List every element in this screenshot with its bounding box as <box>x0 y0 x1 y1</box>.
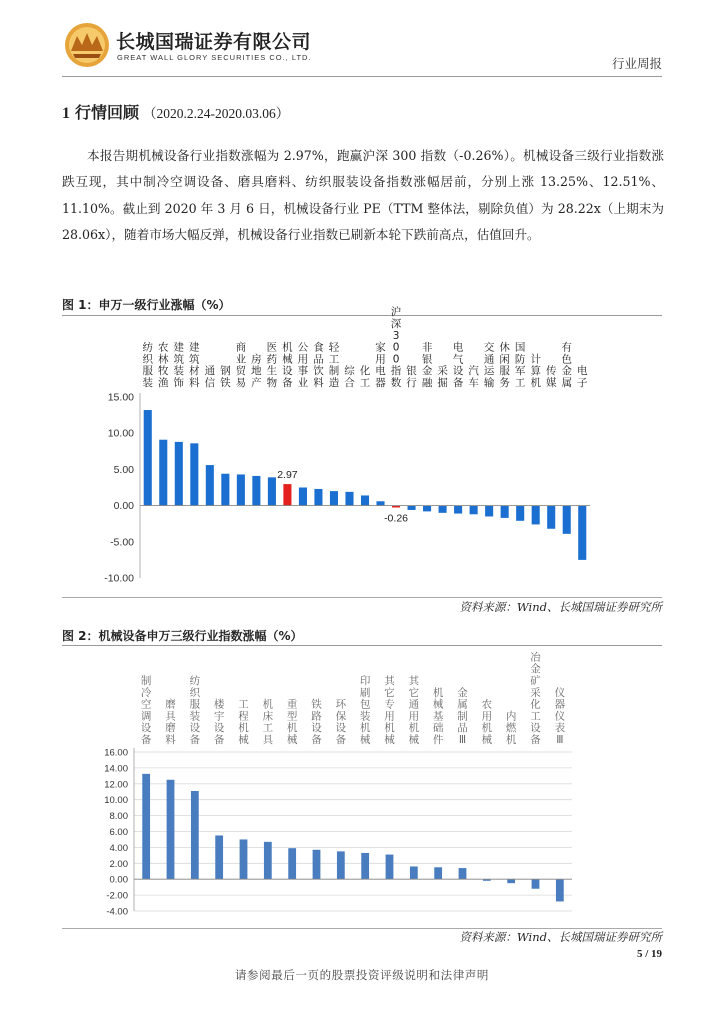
body-paragraph: 本报告期机械设备行业指数涨幅为 2.97%，跑赢沪深 300 指数（-0.26%）。机械设备三级行业指数涨跌互现，其中制冷空调设备、磨具磨料、纺织服装设备指数涨幅居前，分别上涨 13.25%、12.51%、11.10%。截止到 2020 年 3 月 6 日，机械设备行业 PE（TTM 整体法，剔除负值）为 28.22x（上期末为 28.06x），随着市场大幅反弹，机械设备行业指数已刷新本轮下跌前高点，估值回升。 <box>62 148 664 242</box>
x-category-label: 家用电器 <box>375 341 386 389</box>
x-category-label: 传媒 <box>545 365 557 389</box>
section-title: 行情回顾 <box>75 103 140 122</box>
y-tick-label: -4.00 <box>106 906 128 918</box>
y-tick-label: -2.00 <box>106 890 128 902</box>
data-label: 2.97 <box>277 469 298 482</box>
x-category-label: 国防军工 <box>514 341 526 389</box>
header-divider <box>62 76 662 77</box>
section-date-range: （2020.2.24-2020.03.06） <box>143 106 290 121</box>
x-category-label: 轻工制造 <box>328 341 340 389</box>
x-category-label: 综合 <box>344 365 355 389</box>
x-category-label: 非银金融 <box>421 341 433 389</box>
x-category-label: 化工 <box>359 365 371 389</box>
x-category-label: 冶金矿采化工设备 <box>530 651 541 746</box>
bar-1-24 <box>501 506 509 518</box>
x-category-label: 重型机械 <box>286 698 298 746</box>
x-category-label: 商业贸易 <box>235 341 247 389</box>
bar-1-9 <box>268 477 276 505</box>
bar-1-16 <box>376 501 384 505</box>
bar-1-4 <box>190 443 198 505</box>
bar-1-19 <box>423 506 431 512</box>
bar-2-18 <box>556 879 564 901</box>
x-category-label: 机械基础件 <box>432 686 444 746</box>
x-category-label: 沪深 3 0 0 指数 <box>390 306 402 389</box>
bar-2-7 <box>288 848 296 879</box>
x-category-label: 机械设备 <box>282 341 293 389</box>
bar-2-9 <box>337 851 345 879</box>
bar-2-16 <box>507 879 515 883</box>
bar-2-11 <box>386 855 394 880</box>
x-category-label: 印刷包装机械 <box>359 675 371 746</box>
bar-1-22 <box>470 506 478 515</box>
bar-2-12 <box>410 866 418 879</box>
y-tick-label: -10.00 <box>104 572 134 585</box>
bar-1-5 <box>206 465 214 506</box>
y-tick-label: 2.00 <box>109 858 128 870</box>
bar-1-3 <box>175 442 183 506</box>
y-tick-label: 6.00 <box>109 827 128 838</box>
bar-1-12 <box>314 489 322 506</box>
x-category-label: 农用机械 <box>481 698 493 746</box>
bar-1-11 <box>299 488 307 506</box>
bar-1-7 <box>237 474 245 505</box>
bar-2-2 <box>167 780 175 879</box>
company-name-cn: 长城国瑞证券有限公司 <box>116 31 312 53</box>
x-category-label: 计算机 <box>530 353 541 389</box>
y-tick-label: -5.00 <box>110 536 134 549</box>
bar-2-17 <box>532 879 540 889</box>
page-number: 5 / 19 <box>636 948 662 960</box>
bar-1-21 <box>454 506 462 514</box>
bar-1-20 <box>439 506 447 513</box>
bar-2-5 <box>240 839 248 879</box>
bar-1-1 <box>144 410 152 506</box>
y-tick-label: 10.00 <box>104 795 128 807</box>
x-category-label: 银行 <box>406 365 417 389</box>
data-label: -0.26 <box>384 512 409 525</box>
figure1-bottom-rule <box>62 597 662 598</box>
x-category-label: 有色金属 <box>561 341 572 389</box>
y-tick-label: 4.00 <box>109 842 128 854</box>
y-tick-label: 12.00 <box>104 779 128 791</box>
bar-1-27 <box>547 506 555 529</box>
bar-1-13 <box>330 491 338 505</box>
bar-1-15 <box>361 495 369 505</box>
bar-2-4 <box>215 835 223 879</box>
figure1-chart <box>62 306 662 596</box>
bar-1-28 <box>563 506 571 534</box>
company-name-en: GREAT WALL GLORY SECURITIES CO., LTD. <box>117 53 312 62</box>
x-category-label: 交通运输 <box>483 341 495 389</box>
x-category-label: 电气设备 <box>452 341 464 389</box>
bar-2-14 <box>459 868 467 879</box>
bar-1-2 <box>159 440 167 506</box>
x-category-label: 钢铁 <box>220 365 231 389</box>
figure1-top-rule <box>62 315 662 316</box>
x-category-label: 食品饮料 <box>313 341 324 389</box>
bar-1-10 <box>283 484 291 506</box>
bar-2-13 <box>434 867 442 879</box>
x-category-label: 房地产 <box>251 353 262 389</box>
section-heading <box>62 100 289 123</box>
section-number: 1 <box>62 105 70 122</box>
x-category-label: 建筑材料 <box>189 341 200 389</box>
bar-1-29 <box>578 506 586 560</box>
bar-1-18 <box>408 506 416 510</box>
bar-1-26 <box>532 506 540 525</box>
x-category-label: 楼宇设备 <box>213 698 225 746</box>
footer-disclaimer: 请参阅最后一页的股票投资评级说明和法律声明 <box>234 968 490 982</box>
bar-1-8 <box>252 476 260 506</box>
x-category-label: 其它通用机械 <box>408 675 420 746</box>
x-category-label: 工程机械 <box>238 698 249 746</box>
bar-2-1 <box>142 774 150 879</box>
x-category-label: 纺织服装 <box>142 341 154 389</box>
bar-1-23 <box>485 506 493 517</box>
bar-2-6 <box>264 842 272 879</box>
y-tick-label: 5.00 <box>113 463 134 476</box>
bar-1-6 <box>221 474 229 506</box>
company-logo <box>64 22 110 68</box>
x-category-label: 休闲服务 <box>499 341 510 389</box>
x-category-label: 公用事业 <box>297 341 309 389</box>
x-category-label: 电子 <box>576 365 588 389</box>
x-category-label: 采掘 <box>437 365 448 389</box>
x-category-label: 仪器仪表 Ⅲ <box>554 686 566 746</box>
x-category-label: 纺织服装设备 <box>189 675 201 746</box>
x-category-label: 建筑装饰 <box>173 341 185 389</box>
bar-1-25 <box>516 506 524 521</box>
figure2-top-rule <box>62 645 662 646</box>
y-tick-label: 0.00 <box>113 500 134 513</box>
y-tick-label: 16.00 <box>104 747 128 759</box>
x-category-label: 汽车 <box>468 365 479 389</box>
x-category-label: 其它专用机械 <box>384 675 395 746</box>
y-tick-label: 10.00 <box>107 427 134 440</box>
y-tick-label: 15.00 <box>107 391 134 404</box>
x-category-label: 内燃机 <box>505 710 517 746</box>
figure1-source: 资料来源：Wind、长城国瑞证券研究所 <box>459 600 662 614</box>
bar-1-14 <box>345 492 353 506</box>
y-tick-label: 8.00 <box>109 811 128 823</box>
x-category-label: 通信 <box>204 365 216 389</box>
x-category-label: 铁路设备 <box>311 698 322 746</box>
y-tick-label: 14.00 <box>104 763 128 775</box>
y-tick-label: 0.00 <box>109 874 128 886</box>
figure2-title: 图 2：机械设备申万三级行业指数涨幅（%） <box>62 629 303 643</box>
x-category-label: 环保设备 <box>335 698 347 746</box>
bar-2-8 <box>313 850 321 879</box>
x-category-label: 农林牧渔 <box>158 341 169 389</box>
figure2-source: 资料来源：Wind、长城国瑞证券研究所 <box>459 930 662 944</box>
x-category-label: 磨具磨料 <box>165 698 176 746</box>
x-category-label: 医药生物 <box>266 341 278 389</box>
x-category-label: 机床工具 <box>262 698 274 746</box>
bar-2-10 <box>361 853 369 879</box>
x-category-label: 制冷空调设备 <box>140 675 152 746</box>
figure1-title: 图 1：申万一级行业涨幅（%） <box>62 298 231 312</box>
x-category-label: 金属制品 Ⅲ <box>457 686 468 746</box>
figure2-chart <box>62 647 662 927</box>
report-type: 行业周报 <box>611 56 662 71</box>
bar-2-3 <box>191 791 199 879</box>
